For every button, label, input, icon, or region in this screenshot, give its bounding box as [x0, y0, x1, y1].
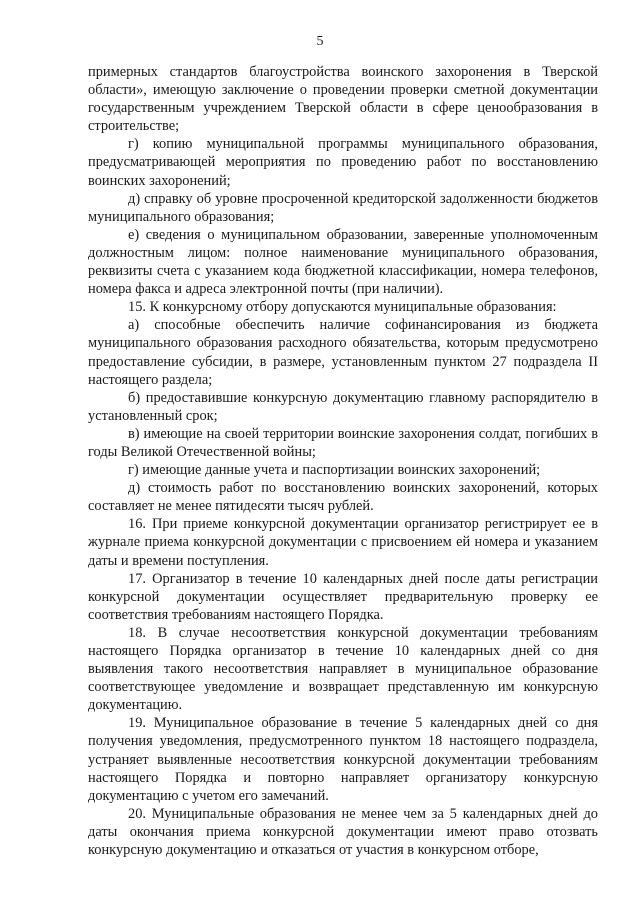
- paragraph: 20. Муниципальные образования не менее чем за 5 календарных дней до даты окончания приема конкурсной документации имеют право отозвать конкурсную документацию и отказаться от участия в конкурсном отборе,: [88, 805, 598, 859]
- paragraph: примерных стандартов благоустройства воинского захоронения в Тверской области», имеющую заключение о проведении проверки сметной документации государственным учреждением Тверской области в сфере ценообразования в строительстве;: [88, 64, 598, 135]
- paragraph: б) предоставившие конкурсную документацию главному распорядителю в установленный срок;: [88, 389, 598, 424]
- paragraph: 16. При приеме конкурсной документации организатор регистрирует ее в журнале приема конкурсной документации с присвоением ей номера и указанием даты и времени поступления.: [88, 516, 598, 569]
- paragraph: е) сведения о муниципальном образовании, заверенные уполномоченным должностным лицом: полное наименование муниципального образования, реквизиты счета с указанием кода бюджетной классификации, номера телефонов, номера факса и адреса электронной почты (при наличии).: [88, 226, 598, 298]
- paragraph: 15. К конкурсному отбору допускаются муниципальные образования:: [128, 299, 557, 316]
- paragraph: 19. Муниципальное образование в течение 5 календарных дней со дня получения уведомления, предусмотренного пунктом 18 настоящего подраздела, устраняет выявленные несоответствия конкурсной документации требованиям настоящего Порядка и повторно направляет организатору конкурсную документацию с учетом его замечаний.: [88, 715, 598, 804]
- paragraph: а) способные обеспечить наличие софинансирования из бюджета муниципального образования расходного обязательства, которым предусмотрено предоставление субсидии, в размере, установленным пунктом 27 подраздела II настоящего раздела;: [88, 317, 598, 388]
- paragraph: 17. Организатор в течение 10 календарных дней после даты регистрации конкурсной документации осуществляет предварительную проверку ее соответствия требованиям настоящего Порядка.: [88, 570, 598, 623]
- paragraph: г) копию муниципальной программы муниципального образования, предусматривающей мероприятия по проведению работ по восстановлению воинских захоронений;: [88, 136, 598, 189]
- paragraph: г) имеющие данные учета и паспортизации воинских захоронений;: [128, 462, 541, 479]
- page-number: 5: [316, 34, 324, 49]
- paragraph: д) справку об уровне просроченной кредиторской задолженности бюджетов муниципального образования;: [88, 190, 598, 225]
- paragraph: д) стоимость работ по восстановлению воинских захоронений, которых составляет не менее пятидесяти тысяч рублей.: [88, 480, 598, 515]
- paragraph: в) имеющие на своей территории воинские захоронения солдат, погибших в годы Великой Отечественной войны;: [88, 425, 598, 460]
- paragraph: 18. В случае несоответствия конкурсной документации требованиям настоящего Порядка организатор в течение 10 календарных дней со дня выявления такого несоответствия направляет в муниципальное образование соответствующее уведомление и возвращает представленную им конкурсную документацию.: [88, 624, 598, 714]
- document-body: [88, 63, 598, 859]
